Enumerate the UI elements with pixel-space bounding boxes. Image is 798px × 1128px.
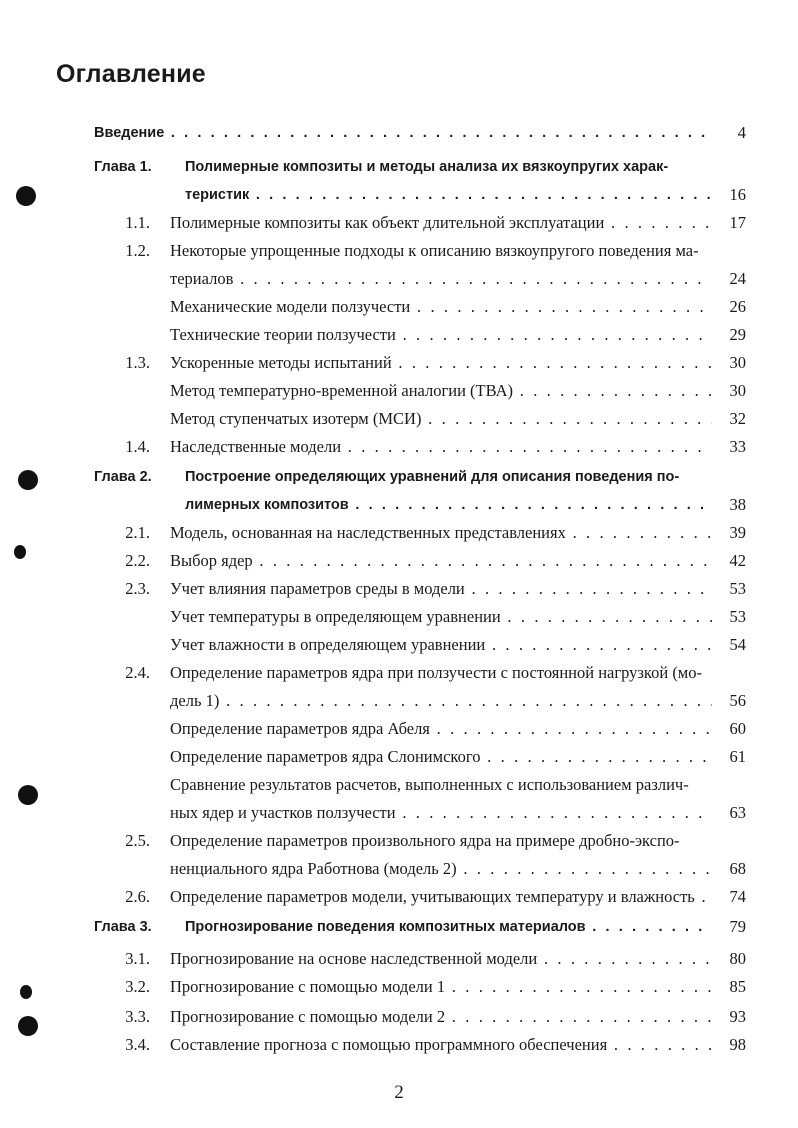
toc-page-number[interactable]: 61 <box>729 747 746 766</box>
chapter-number: Глава 2. <box>94 469 152 485</box>
toc-entry-title[interactable]: Учет температуры в определяющем уравнении . . . <box>170 604 712 630</box>
toc-page-number[interactable]: 29 <box>729 325 746 344</box>
toc-entry-title[interactable]: Выбор ядер . . . <box>170 548 712 574</box>
toc-page-number[interactable]: 16 <box>729 185 746 204</box>
section-number: 3.3. <box>125 1007 150 1026</box>
page-title: Оглавление <box>56 60 206 88</box>
toc-page-number[interactable]: 4 <box>737 123 746 142</box>
toc-entry-title[interactable]: Прогнозирование поведения композитных материалов . . . <box>185 914 712 940</box>
toc-page-number[interactable]: 17 <box>729 213 746 232</box>
toc-line <box>0 576 798 602</box>
page-number: 2 <box>394 1082 404 1103</box>
toc-page-number[interactable]: 32 <box>729 409 746 428</box>
toc-entry-title[interactable]: Прогнозирование на основе наследственной модели . . . <box>170 946 712 972</box>
toc-entry-title[interactable]: Прогнозирование с помощью модели 2 . . . <box>170 1004 712 1030</box>
toc-line <box>0 120 798 146</box>
toc-page-number[interactable]: 38 <box>729 495 746 514</box>
punch-hole-decoration <box>16 186 36 206</box>
toc-entry-title[interactable]: ненциального ядра Работнова (модель 2) . . . <box>170 856 712 882</box>
toc-entry-title[interactable]: Определение параметров произвольного ядра на примере дробно-экспо- <box>170 831 680 850</box>
chapter-number: Глава 3. <box>94 919 152 935</box>
toc-line <box>0 744 798 770</box>
toc-page-number[interactable]: 39 <box>729 523 746 542</box>
toc-entry-title[interactable]: лимерных композитов . . . <box>185 492 712 518</box>
section-number: 2.2. <box>125 551 150 570</box>
toc-page-number[interactable]: 24 <box>729 269 746 288</box>
toc-line <box>0 828 798 854</box>
toc-line <box>0 378 798 404</box>
toc-line <box>0 182 798 208</box>
toc-entry-title[interactable]: териалов . . . <box>170 266 712 292</box>
toc-entry-title[interactable]: Введение . . . <box>94 120 712 146</box>
toc-entry-title[interactable]: Модель, основанная на наследственных представлениях . . . <box>170 520 712 546</box>
toc-line <box>0 350 798 376</box>
punch-hole-decoration <box>20 985 32 999</box>
toc-page-number[interactable]: 98 <box>729 1035 746 1054</box>
toc-line <box>0 548 798 574</box>
toc-entry-title[interactable]: Полимерные композиты и методы анализа их вязкоупругих харак- <box>185 159 669 175</box>
section-number: 1.3. <box>125 353 150 372</box>
section-number: 1.4. <box>125 437 150 456</box>
toc-page-number[interactable]: 26 <box>729 297 746 316</box>
toc-line <box>0 520 798 546</box>
toc-entry-title[interactable]: Полимерные композиты как объект длительной эксплуатации . . . <box>170 210 712 236</box>
section-number: 3.4. <box>125 1035 150 1054</box>
section-number: 1.2. <box>125 241 150 260</box>
section-number: 2.3. <box>125 579 150 598</box>
toc-entry-title[interactable]: Метод ступенчатых изотерм (МСИ) . . . <box>170 406 712 432</box>
toc-line <box>0 660 798 686</box>
toc-entry-title[interactable]: Построение определяющих уравнений для описания поведения по- <box>185 469 680 485</box>
toc-page-number[interactable]: 68 <box>729 859 746 878</box>
toc-page-number[interactable]: 79 <box>729 917 746 936</box>
toc-entry-title[interactable]: Прогнозирование с помощью модели 1 . . . <box>170 974 712 1000</box>
toc-entry-title[interactable]: ных ядер и участков ползучести . . . <box>170 800 712 826</box>
section-number: 2.1. <box>125 523 150 542</box>
section-number: 2.4. <box>125 663 150 682</box>
toc-entry-title[interactable]: Учет влажности в определяющем уравнении . . . <box>170 632 712 658</box>
section-number: 3.2. <box>125 977 150 996</box>
toc-page-number[interactable]: 60 <box>729 719 746 738</box>
toc-line <box>0 406 798 432</box>
punch-hole-decoration <box>18 1016 38 1036</box>
section-number: 2.5. <box>125 831 150 850</box>
toc-page-number[interactable]: 54 <box>729 635 746 654</box>
toc-entry-title[interactable]: Наследственные модели . . . <box>170 434 712 460</box>
toc-entry-title[interactable]: Технические теории ползучести . . . <box>170 322 712 348</box>
toc-line <box>0 772 798 798</box>
toc-line <box>0 856 798 882</box>
toc-page-number[interactable]: 30 <box>729 353 746 372</box>
toc-line <box>0 716 798 742</box>
toc-line <box>0 210 798 236</box>
toc-page-number[interactable]: 33 <box>729 437 746 456</box>
punch-hole-decoration <box>18 470 38 490</box>
toc-line <box>0 238 798 264</box>
toc-page-number[interactable]: 56 <box>729 691 746 710</box>
toc-line <box>0 800 798 826</box>
toc-line <box>0 434 798 460</box>
toc-entry-title[interactable]: Определение параметров ядра Слонимского . . . <box>170 744 712 770</box>
toc-page-number[interactable]: 63 <box>729 803 746 822</box>
toc-entry-title[interactable]: Механические модели ползучести . . . <box>170 294 712 320</box>
punch-hole-decoration <box>18 785 38 805</box>
toc-line <box>0 1032 798 1058</box>
toc-page-number[interactable]: 42 <box>729 551 746 570</box>
chapter-number: Глава 1. <box>94 159 152 175</box>
punch-hole-decoration <box>14 545 26 559</box>
toc-page-number[interactable]: 93 <box>729 1007 746 1026</box>
toc-line <box>0 632 798 658</box>
toc-entry-title[interactable]: Метод температурно-временной аналогии (ТВА) . . . <box>170 378 712 404</box>
toc-entry-title[interactable]: теристик . . . <box>185 182 712 208</box>
toc-line <box>0 154 798 180</box>
toc-line <box>0 322 798 348</box>
toc-entry-title[interactable]: Сравнение результатов расчетов, выполненных с использованием различ- <box>170 775 689 794</box>
toc-page-number[interactable]: 53 <box>729 579 746 598</box>
toc-entry-title[interactable]: Учет влияния параметров среды в модели . . . <box>170 576 712 602</box>
toc-line <box>0 464 798 490</box>
toc-line <box>0 1004 798 1030</box>
toc-entry-title[interactable]: Определение параметров ядра Абеля . . . <box>170 716 712 742</box>
toc-page-number[interactable]: 30 <box>729 381 746 400</box>
toc-page-number[interactable]: 74 <box>729 887 746 906</box>
toc-entry-title[interactable]: Ускоренные методы испытаний . . . <box>170 350 712 376</box>
toc-page-number[interactable]: 80 <box>729 949 746 968</box>
toc-line <box>0 604 798 630</box>
toc-entry-title[interactable]: Некоторые упрощенные подходы к описанию вязкоупругого поведения ма- <box>170 241 699 260</box>
toc-line <box>0 266 798 292</box>
toc-line <box>0 294 798 320</box>
toc-entry-title[interactable]: Составление прогноза с помощью программного обеспечения . . . <box>170 1032 712 1058</box>
section-number: 1.1. <box>125 213 150 232</box>
toc-entry-title[interactable]: дель 1) . . . <box>170 688 712 714</box>
toc-line <box>0 946 798 972</box>
toc-line <box>0 884 798 910</box>
toc-line <box>0 492 798 518</box>
toc-entry-title[interactable]: Определение параметров ядра при ползучести с постоянной нагрузкой (мо- <box>170 663 702 682</box>
toc-line <box>0 688 798 714</box>
section-number: 2.6. <box>125 887 150 906</box>
toc-page-number[interactable]: 85 <box>729 977 746 996</box>
toc-entry-title[interactable]: Определение параметров модели, учитывающих температуру и влажность . . . <box>170 884 712 910</box>
toc-line <box>0 914 798 940</box>
toc-line <box>0 974 798 1000</box>
section-number: 3.1. <box>125 949 150 968</box>
toc-page-number[interactable]: 53 <box>729 607 746 626</box>
